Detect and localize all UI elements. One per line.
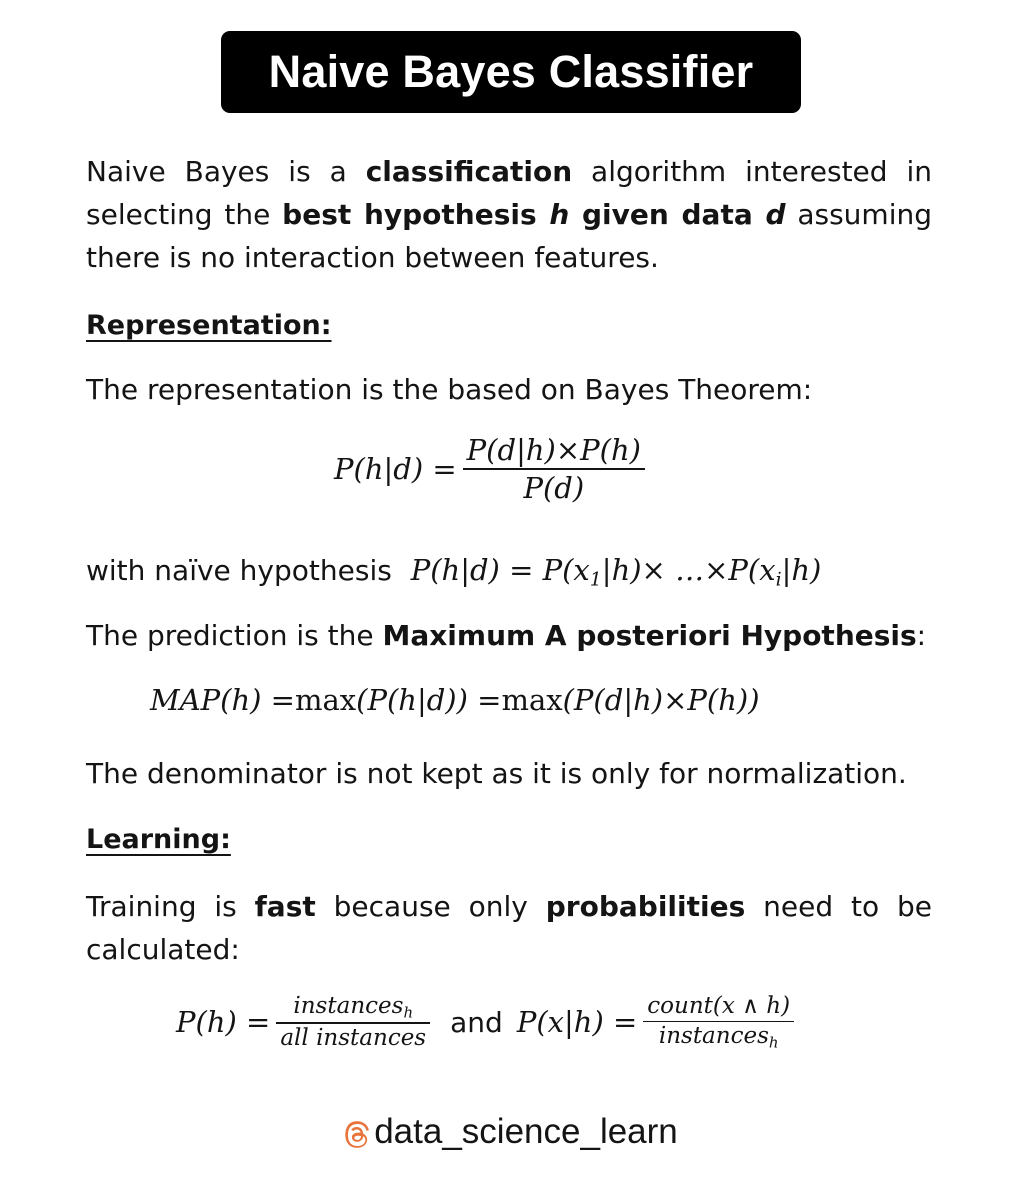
prediction-bold-map: Maximum A posteriori Hypothesis <box>382 619 917 652</box>
pxh-den-sub: h <box>768 1033 779 1052</box>
ph-fraction <box>276 992 430 1052</box>
bayes-theorem-equation <box>334 432 651 506</box>
learning-paragraph <box>86 885 932 971</box>
prediction-line <box>86 614 926 657</box>
intro-text-1: Naive Bayes is a <box>86 155 366 188</box>
prediction-text-2: : <box>916 619 927 652</box>
naive-eq-b: |h)× …×P(x <box>601 553 776 587</box>
naive-sub-i: i <box>775 569 782 591</box>
title-banner <box>221 31 801 113</box>
intro-bold-classification: classification <box>365 155 573 188</box>
map-eq-c: (P(d|h)×P(h)) <box>562 683 760 717</box>
naive-eq-a: P(h|d) = P(x <box>410 553 590 587</box>
map-max-2: max <box>501 683 563 717</box>
denominator-note: The denominator is not kept as it is only for normalization. <box>86 757 907 790</box>
pxh-denominator <box>655 1022 783 1052</box>
bayes-numerator: P(d|h)×P(h) <box>466 433 641 467</box>
pxh-fraction <box>643 992 794 1052</box>
map-eq-a: MAP(h) = <box>150 683 295 717</box>
pxh-numerator: count(x ∧ h) <box>647 993 791 1019</box>
intro-text-2: algorithm interested in selecting the <box>86 155 933 231</box>
map-eq-b: (P(h|d)) = <box>356 683 502 717</box>
representation-text: The representation is the based on Bayes Theorem: <box>86 373 813 406</box>
bayes-lhs: P(h|d) = <box>334 452 457 486</box>
ph-numerator <box>289 992 417 1022</box>
representation-heading: Representation: <box>86 310 332 341</box>
intro-text-3: assuming there is no interaction between features. <box>86 198 932 274</box>
intro-bold-best-hypothesis: best hypothesis <box>282 198 550 231</box>
prediction-text-1: The prediction is the <box>86 619 383 652</box>
learning-text-1: Training is <box>86 890 255 923</box>
bayes-fraction <box>463 432 645 506</box>
page-title: Naive Bayes Classifier <box>268 46 754 97</box>
learning-text-2: because only <box>315 890 546 923</box>
learning-heading: Learning: <box>86 824 231 855</box>
learning-text-3: need to be calculated: <box>86 890 932 966</box>
naive-hypothesis-line <box>86 549 821 602</box>
and-text: and <box>450 1005 503 1039</box>
ph-denominator: all instances <box>280 1024 427 1051</box>
footer-handle-text: data_science_learn <box>374 1112 678 1151</box>
ph-lhs: P(h) = <box>176 1005 271 1040</box>
ph-num-sub: h <box>403 1003 414 1022</box>
naive-label: with naïve hypothesis <box>86 554 392 587</box>
intro-var-d: d <box>765 198 786 231</box>
footer-handle <box>0 1112 1020 1152</box>
learning-equations <box>176 992 800 1052</box>
threads-icon <box>342 1119 372 1149</box>
learning-bold-probabilities: probabilities <box>545 890 746 923</box>
naive-eq-c: |h) <box>781 553 822 587</box>
intro-var-h: h <box>549 198 570 231</box>
learning-bold-fast: fast <box>254 890 316 923</box>
naive-sub-1: 1 <box>589 569 602 591</box>
map-max-1: max <box>294 683 357 717</box>
map-equation <box>150 683 760 717</box>
pxh-lhs: P(x|h) = <box>516 1005 638 1040</box>
naive-equation <box>410 553 822 591</box>
intro-bold-given-data: given data <box>569 198 766 231</box>
ph-num-text: instances <box>293 993 404 1019</box>
pxh-den-text: instances <box>658 1023 769 1050</box>
bayes-denominator: P(d) <box>523 470 585 505</box>
intro-paragraph <box>86 150 932 279</box>
